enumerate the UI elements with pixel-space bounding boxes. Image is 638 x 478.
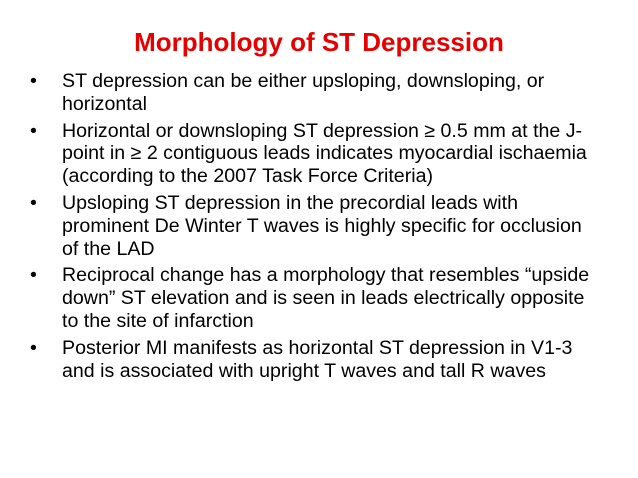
bullet-marker: • (30, 70, 37, 92)
bullet-list (30, 70, 602, 386)
bullet-text: Posterior MI manifests as horizontal ST depression in V1-3 and is associated with upright T waves and tall R waves (62, 336, 573, 382)
bullet-text: Upsloping ST depression in the precordial leads with prominent De Winter T waves is highly specific for occlusion of the LAD (62, 191, 582, 260)
bullet-text: Reciprocal change has a morphology that resembles “upside down” ST elevation and is seen in leads electrically opposite to the site of infarction (62, 264, 590, 332)
bullet-item (30, 120, 602, 188)
bullet-marker: • (30, 264, 37, 287)
bullet-marker: • (30, 119, 37, 142)
bullet-text: ST depression can be either upsloping, downsloping, or horizontal (62, 70, 545, 115)
bullet-marker: • (30, 191, 37, 214)
slide-title: Morphology of ST Depression (134, 27, 504, 57)
bullet-item (30, 264, 602, 332)
bullet-item (30, 337, 602, 383)
bullet-text: Horizontal or downsloping ST depression ≥ 0.5 mm at the J-point in ≥ 2 contiguous leads indicates myocardial ischaemia (according to the 2007 Task Force Criteria) (62, 119, 587, 188)
bullet-item (30, 192, 602, 260)
bullet-item (30, 70, 602, 116)
bullet-marker: • (30, 336, 37, 359)
